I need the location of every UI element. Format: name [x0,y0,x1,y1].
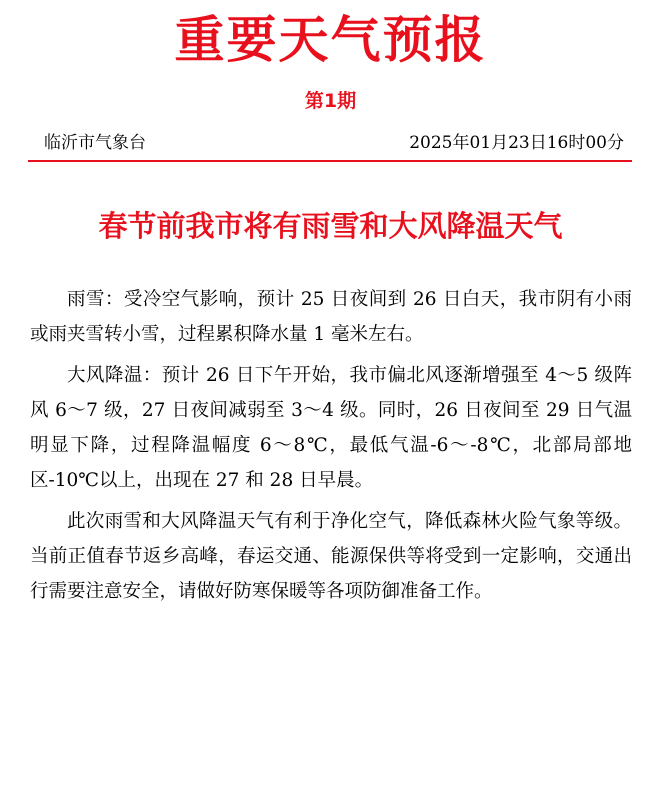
masthead-title: 重要天气预报 [174,11,487,69]
paragraph-wind-cooling: 大风降温：预计 26 日下午开始，我市偏北风逐渐增强至 4～5 级阵风 6～7 级，27 日夜间减弱至 3～4 级。同时，26 日夜间至 29 日气温明显下降，过程降温幅度 6～8℃，最低气温-6～-8℃，北部局部地区-10℃以上，出现在 27 和 28 日早晨。 [30,365,632,491]
meta-row [44,130,624,156]
article-body [30,282,632,615]
issue-datetime: 2025年01月23日16时00分 [409,133,624,153]
issue-number: 第1期 [304,90,357,112]
issuing-organization: 临沂市气象台 [44,133,146,153]
paragraph-rain-snow: 雨雪：受冷空气影响，预计 25 日夜间到 26 日白天，我市阴有小雨或雨夹雪转小雪，过程累积降水量 1 毫米左右。 [30,289,632,345]
paragraph-impact: 此次雨雪和大风降温天气有利于净化空气，降低森林火险气象等级。 当前正值春节返乡高峰，春运交通、能源保供等将受到一定影响，交通出行需要注意安全，请做好防寒保暖等各项防御准备工作。 [30,511,632,602]
header-divider [28,160,632,162]
article-headline: 春节前我市将有雨雪和大风降温天气 [98,209,563,243]
